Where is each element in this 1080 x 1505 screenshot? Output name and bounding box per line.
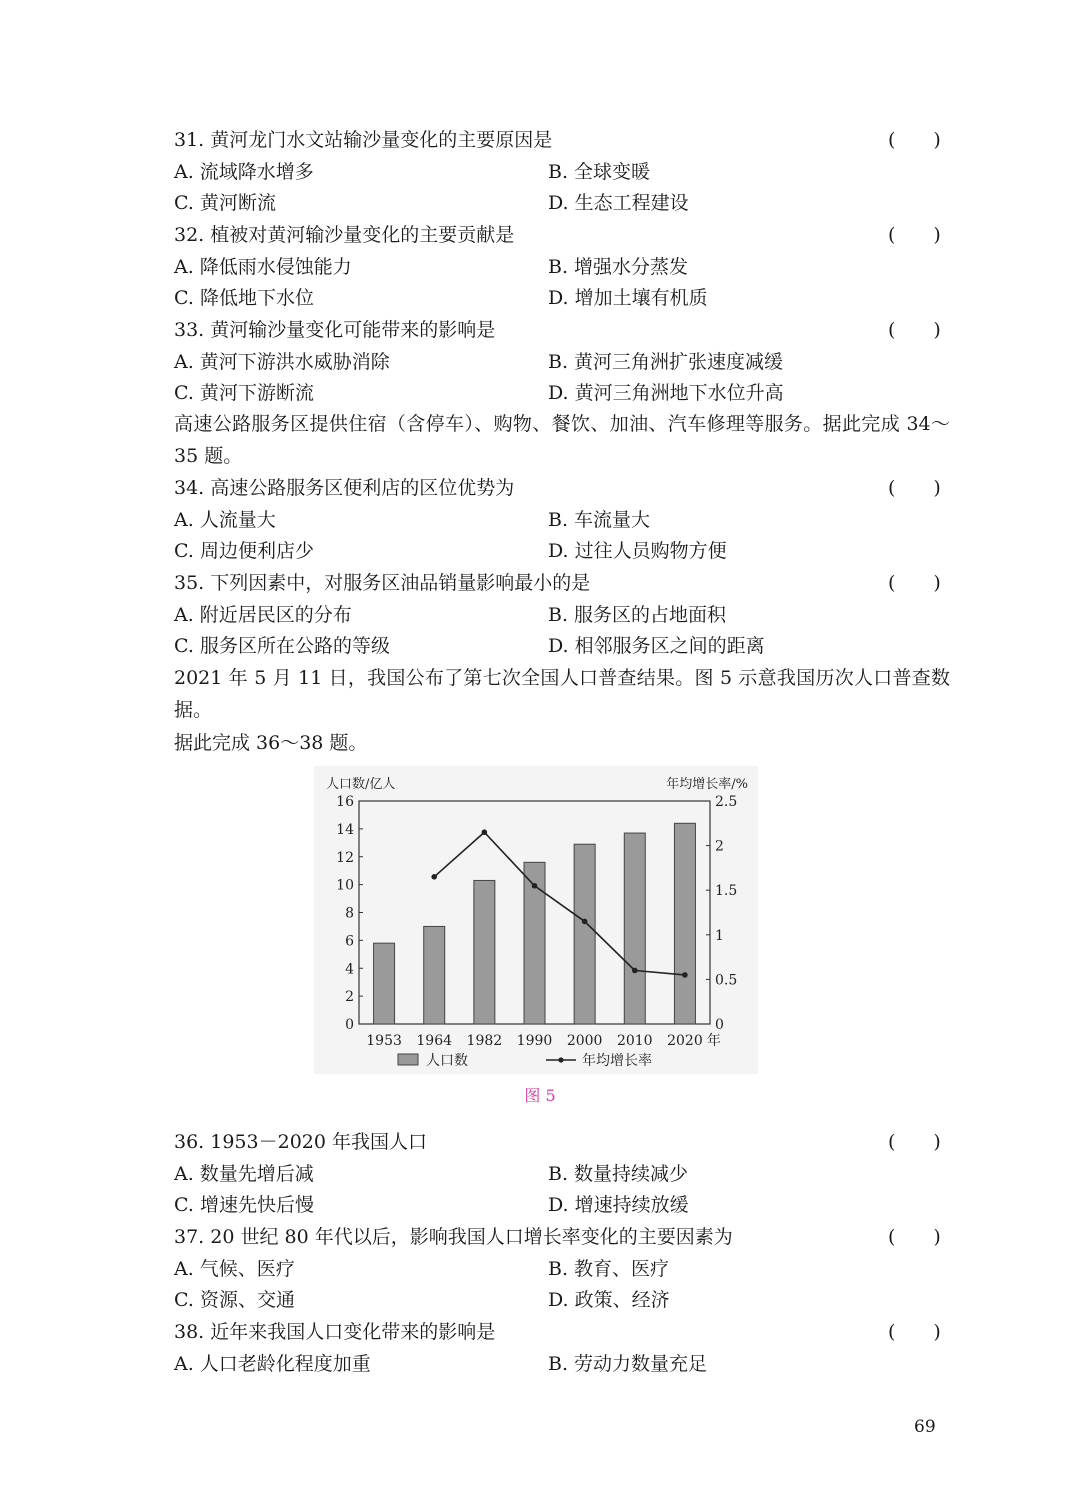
question-32-stem: 32. 植被对黄河输沙量变化的主要贡献是 [174, 224, 515, 246]
question-34-stem: 34. 高速公路服务区便利店的区位优势为 [174, 477, 515, 499]
question-33-stem: 33. 黄河输沙量变化可能带来的影响是 [174, 319, 496, 341]
option-c: C. 资源、交通 [174, 1289, 295, 1311]
option-a: A. 人流量大 [174, 509, 276, 531]
population-census-chart [314, 766, 758, 1074]
option-c: C. 降低地下水位 [174, 287, 314, 309]
question-38-stem: 38. 近年来我国人口变化带来的影响是 [174, 1321, 496, 1343]
option-a: A. 气候、医疗 [174, 1258, 295, 1280]
x-tick-label: 2020 [667, 1033, 703, 1049]
growth-rate-point [582, 919, 588, 925]
population-bar [474, 880, 495, 1024]
x-tick-label: 1953 [366, 1033, 402, 1049]
left-axis-label: 人口数/亿人 [326, 777, 396, 792]
right-tick-label: 2 [715, 838, 724, 855]
right-tick-label: 1 [715, 927, 724, 944]
option-b: B. 车流量大 [548, 509, 651, 531]
left-tick-label: 12 [336, 849, 354, 866]
option-b: B. 劳动力数量充足 [548, 1353, 708, 1375]
option-d: D. 增速持续放缓 [548, 1194, 689, 1216]
option-b: B. 数量持续减少 [548, 1163, 689, 1185]
option-a: A. 数量先增后减 [174, 1163, 314, 1185]
left-tick-label: 16 [336, 794, 354, 810]
option-a: A. 人口老龄化程度加重 [174, 1353, 371, 1375]
answer-parentheses: ( ) [888, 1321, 941, 1343]
option-c: C. 增速先快后慢 [174, 1194, 314, 1216]
growth-rate-point [431, 874, 437, 880]
page-number: 69 [914, 1417, 936, 1437]
option-c: C. 黄河断流 [174, 192, 276, 214]
option-d: D. 政策、经济 [548, 1289, 670, 1311]
right-tick-label: 2.5 [715, 794, 738, 810]
material-instruction: 据此完成 36～38 题。 [174, 732, 368, 754]
population-bar [374, 943, 395, 1024]
option-d: D. 生态工程建设 [548, 192, 689, 214]
answer-parentheses: ( ) [888, 572, 941, 594]
legend-line-label: 年均增长率 [582, 1053, 652, 1069]
population-bar [574, 844, 595, 1024]
option-d: D. 增加土壤有机质 [548, 287, 708, 309]
legend-bar-label: 人口数 [426, 1053, 468, 1069]
left-tick-label: 14 [336, 821, 354, 838]
option-a: A. 降低雨水侵蚀能力 [174, 256, 352, 278]
question-37-stem: 37. 20 世纪 80 年代以后，影响我国人口增长率变化的主要因素为 [174, 1226, 733, 1248]
option-a: A. 黄河下游洪水威胁消除 [174, 351, 390, 373]
right-axis-label: 年均增长率/% [666, 777, 748, 792]
x-tick-label: 1982 [466, 1033, 503, 1049]
left-tick-label: 8 [345, 905, 354, 922]
option-d: D. 过往人员购物方便 [548, 540, 727, 562]
growth-rate-point [532, 883, 538, 889]
right-tick-label: 0.5 [715, 972, 738, 989]
left-tick-label: 4 [345, 961, 354, 978]
option-b: B. 服务区的占地面积 [548, 604, 727, 626]
right-tick-label: 1.5 [715, 883, 738, 900]
x-tick-label: 2000 [566, 1033, 603, 1049]
x-tick-label: 1964 [416, 1033, 453, 1049]
option-a: A. 附近居民区的分布 [174, 604, 352, 626]
question-36-stem: 36. 1953－2020 年我国人口 [174, 1131, 428, 1153]
left-tick-label: 10 [336, 877, 354, 894]
population-bar [674, 823, 695, 1024]
growth-rate-point [632, 968, 638, 974]
left-tick-label: 2 [345, 989, 354, 1006]
population-bar [624, 833, 645, 1024]
left-tick-label: 6 [345, 933, 354, 950]
x-tick-label: 1990 [516, 1033, 553, 1049]
material-intro-34-35: 高速公路服务区提供住宿（含停车）、购物、餐饮、加油、汽车修理等服务。据此完成 34～35 题。 [174, 413, 950, 467]
material-intro-36-38: 2021 年 5 月 11 日，我国公布了第七次全国人口普查结果。图 5 示意我国历次人口普查数据。 [174, 667, 950, 721]
option-b: B. 教育、医疗 [548, 1258, 670, 1280]
option-c: C. 周边便利店少 [174, 540, 314, 562]
option-b: B. 增强水分蒸发 [548, 256, 689, 278]
option-a: A. 流域降水增多 [174, 161, 314, 183]
option-c: C. 黄河下游断流 [174, 382, 314, 404]
answer-parentheses: ( ) [888, 129, 941, 151]
x-unit-label: 年 [706, 1033, 721, 1049]
legend-bar-swatch [398, 1054, 418, 1065]
answer-parentheses: ( ) [888, 477, 941, 499]
option-d: D. 相邻服务区之间的距离 [548, 635, 765, 657]
answer-parentheses: ( ) [888, 1226, 941, 1248]
answer-parentheses: ( ) [888, 1131, 941, 1153]
right-tick-label: 0 [715, 1017, 724, 1033]
legend-line-marker [558, 1057, 563, 1062]
x-tick-label: 2010 [616, 1033, 653, 1049]
question-35-stem: 35. 下列因素中，对服务区油品销量影响最小的是 [174, 572, 591, 594]
option-b: B. 全球变暖 [548, 161, 651, 183]
population-bar [424, 926, 445, 1024]
answer-parentheses: ( ) [888, 224, 941, 246]
growth-rate-point [482, 829, 488, 835]
option-b: B. 黄河三角洲扩张速度减缓 [548, 351, 784, 373]
question-31-stem: 31. 黄河龙门水文站输沙量变化的主要原因是 [174, 129, 553, 151]
answer-parentheses: ( ) [888, 319, 941, 341]
figure-caption: 图 5 [524, 1086, 556, 1105]
option-d: D. 黄河三角洲地下水位升高 [548, 382, 784, 404]
growth-rate-point [682, 972, 688, 978]
option-c: C. 服务区所在公路的等级 [174, 635, 390, 657]
left-tick-label: 0 [345, 1017, 354, 1033]
